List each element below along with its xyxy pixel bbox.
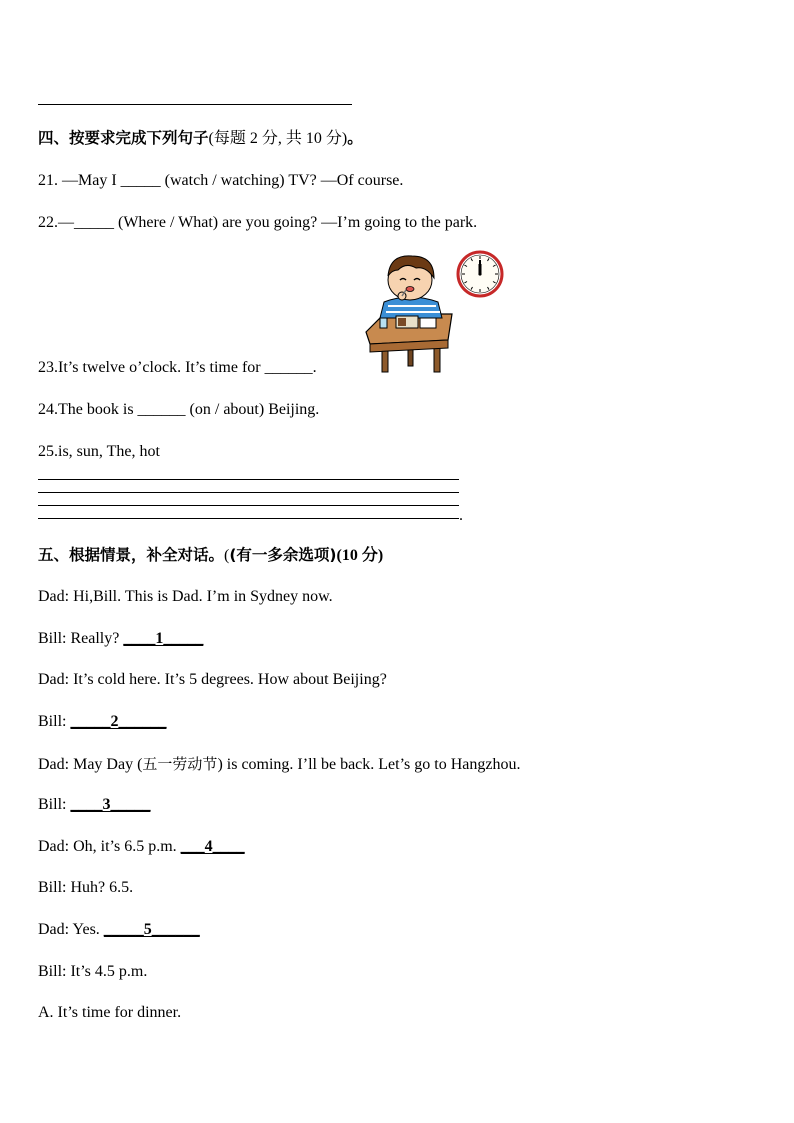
question-24: 24.The book is ______ (on / about) Beijing.: [38, 401, 320, 418]
dialog-line-5: Dad: May Day (五一劳动节) is coming. I’ll be back. Let’s go to Hangzhou.: [38, 755, 521, 773]
section-5-heading: 五、根据情景，补全对话。((有一多余选项)(10 分): [38, 546, 384, 564]
question-25: 25.is, sun, The, hot: [38, 443, 160, 460]
question-21: 21. —May I _____ (watch / watching) TV? —Of course.: [38, 172, 404, 189]
blank-5[interactable]: _____5______: [103, 921, 200, 938]
dialog-line-7: Dad: Oh, it’s 6.5 p.m. ___4____: [38, 838, 245, 855]
dialog-line-4: Bill: _____2______: [38, 713, 167, 730]
answer-line-25-1: [38, 479, 459, 480]
answer-line-25-3: [38, 505, 459, 506]
blank-4[interactable]: ___4____: [180, 838, 245, 855]
dialog-line-3: Dad: It’s cold here. It’s 5 degrees. How about Beijing?: [38, 671, 387, 688]
dialog-line-8: Bill: Huh? 6.5.: [38, 879, 134, 896]
dialog-line-2: Bill: Really? ____1_____: [38, 630, 204, 647]
boy-eating-at-desk-icon: [362, 252, 458, 374]
option-a: A. It’s time for dinner.: [38, 1004, 182, 1021]
blank-3[interactable]: ____3_____: [70, 796, 151, 813]
answer-line-25-period: .: [459, 507, 463, 524]
blank-1[interactable]: ____1_____: [123, 630, 204, 647]
answer-line-25-4: [38, 518, 459, 519]
question-23: 23.It’s twelve o’clock. It’s time for ______.: [38, 359, 317, 376]
dialog-line-9: Dad: Yes. _____5______: [38, 921, 200, 938]
answer-line-25-2: [38, 492, 459, 493]
question-22: 22.—_____ (Where / What) are you going? —I’m going to the park.: [38, 214, 478, 231]
wall-clock-icon: [456, 250, 504, 298]
dialog-line-10: Bill: It’s 4.5 p.m.: [38, 963, 148, 980]
section-4-heading: 四、按要求完成下列句子(每题 2 分, 共 10 分)。: [38, 129, 363, 147]
blank-2[interactable]: _____2______: [70, 713, 167, 730]
dialog-line-6: Bill: ____3_____: [38, 796, 151, 813]
answer-line-top: [38, 104, 352, 105]
dialog-line-1: Dad: Hi,Bill. This is Dad. I’m in Sydney now.: [38, 588, 333, 605]
